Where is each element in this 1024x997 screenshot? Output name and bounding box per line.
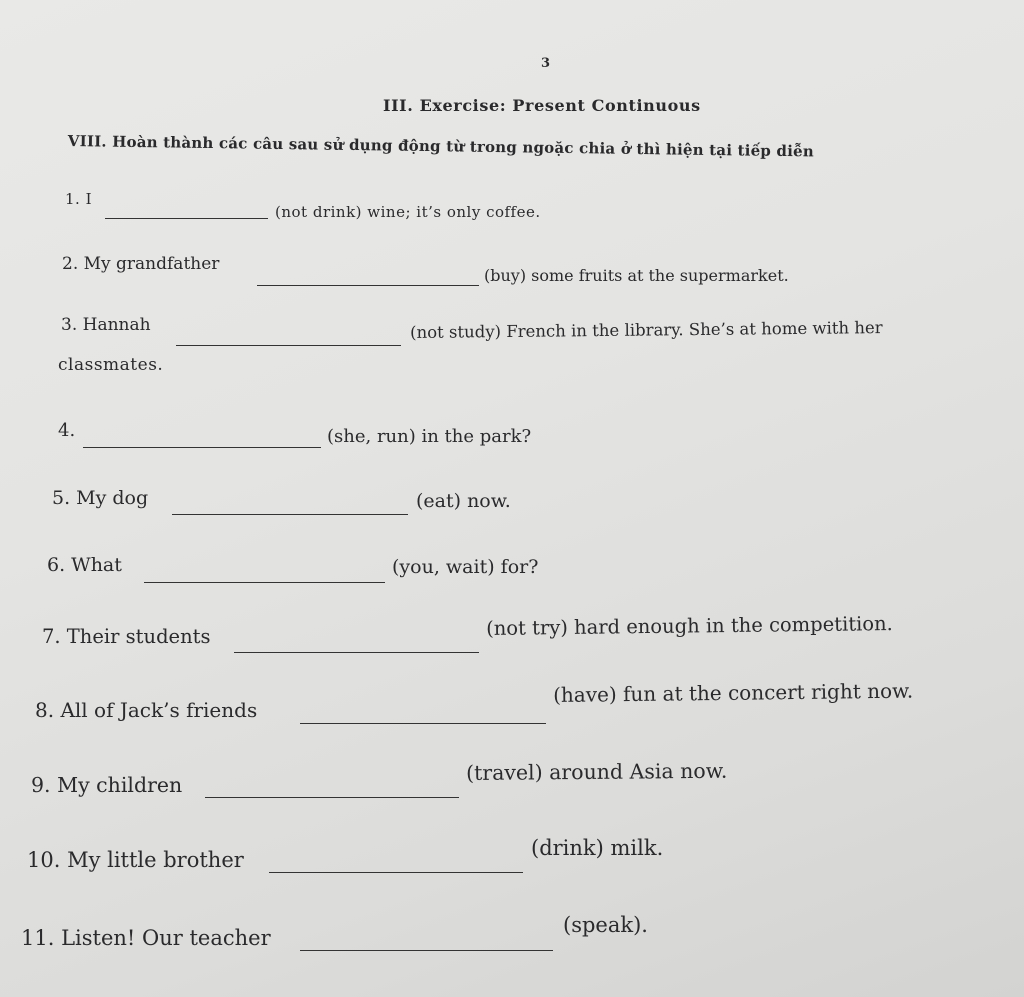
item-6-verb-hint: (you, wait) for? (392, 556, 539, 578)
item-7-lead: 7. Their students (42, 625, 211, 648)
item-7-answer-blank[interactable] (234, 652, 479, 653)
item-3-verb-hint: (not study) French in the library. She’s at home with her (410, 318, 883, 342)
item-10-lead: 10. My little brother (27, 848, 244, 872)
item-9-answer-blank[interactable] (205, 797, 459, 798)
item-1-verb-hint: (not drink) wine; it’s only coffee. (275, 203, 541, 221)
item-4-verb-hint: (she, run) in the park? (327, 426, 532, 447)
item-5-verb-hint: (eat) now. (416, 490, 511, 512)
item-11-verb-hint: (speak). (563, 913, 648, 937)
item-3-lead: 3. Hannah (61, 315, 151, 335)
item-4-answer-blank[interactable] (83, 447, 321, 448)
item-2-answer-blank[interactable] (257, 285, 479, 286)
item-9-verb-hint: (travel) around Asia now. (466, 758, 728, 785)
item-3-continuation: classmates. (58, 355, 164, 375)
item-8-lead: 8. All of Jack’s friends (35, 698, 258, 722)
item-3-answer-blank[interactable] (176, 345, 401, 346)
item-6-lead: 6. What (47, 554, 122, 576)
section-title: III. Exercise: Present Continuous (383, 96, 701, 115)
item-4-lead: 4. (58, 420, 76, 441)
item-7-verb-hint: (not try) hard enough in the competition. (486, 612, 893, 640)
item-5-lead: 5. My dog (52, 487, 149, 509)
item-10-verb-hint: (drink) milk. (531, 836, 664, 860)
page-number: 3 (541, 56, 551, 71)
item-1-lead: 1. I (65, 190, 93, 208)
item-1-answer-blank[interactable] (105, 218, 268, 219)
item-8-answer-blank[interactable] (300, 723, 546, 724)
item-11-answer-blank[interactable] (300, 950, 553, 951)
item-11-lead: 11. Listen! Our teacher (21, 926, 271, 950)
item-2-lead: 2. My grandfather (62, 254, 220, 274)
item-2-verb-hint: (buy) some fruits at the supermarket. (484, 266, 789, 285)
item-5-answer-blank[interactable] (172, 514, 408, 515)
item-6-answer-blank[interactable] (144, 582, 385, 583)
exercise-instruction: VIII. Hoàn thành các câu sau sử dụng động từ trong ngoặc chia ở thì hiện tại tiếp diễn (67, 132, 815, 161)
item-8-verb-hint: (have) fun at the concert right now. (553, 678, 914, 707)
item-9-lead: 9. My children (31, 773, 183, 797)
item-10-answer-blank[interactable] (269, 872, 523, 873)
